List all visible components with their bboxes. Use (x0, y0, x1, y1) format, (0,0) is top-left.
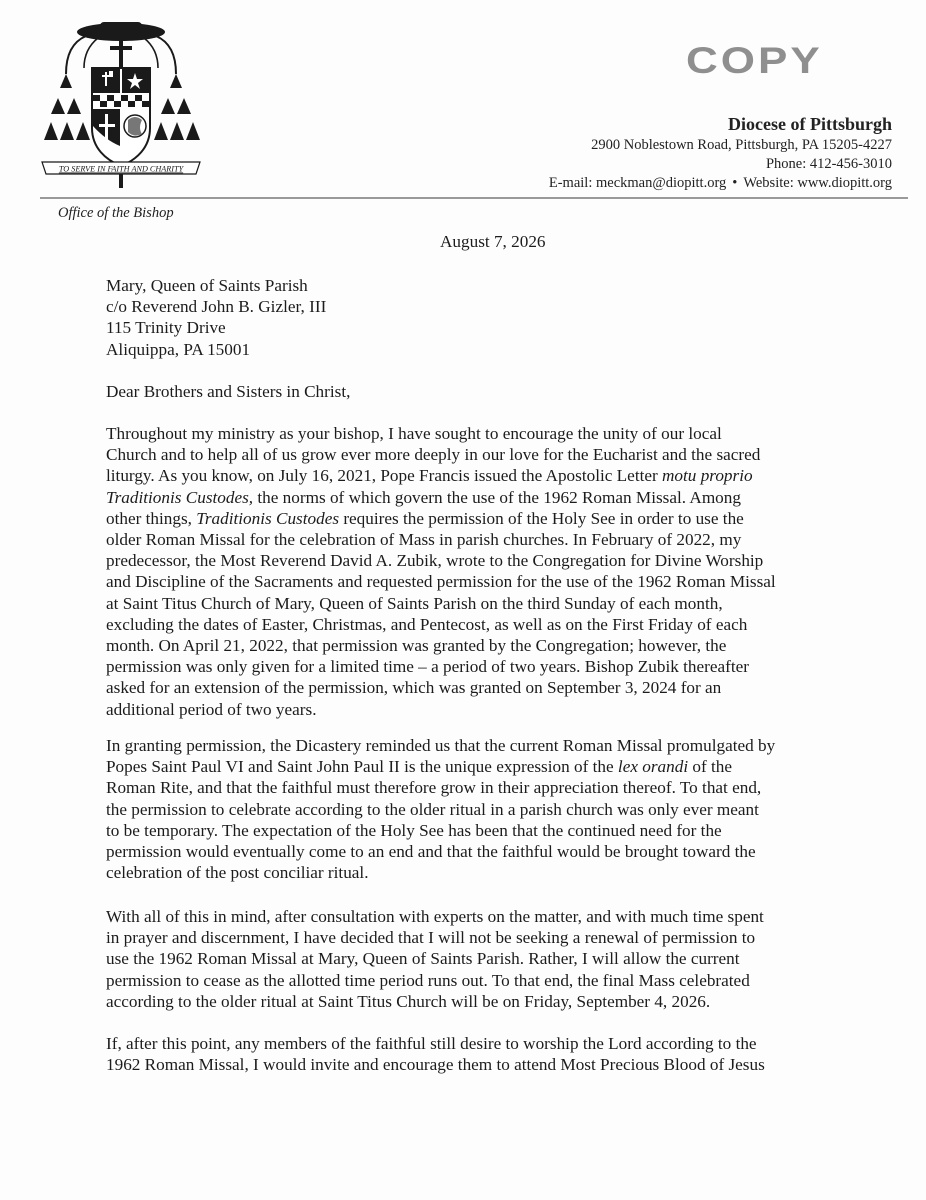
diocese-email: E-mail: meckman@diopitt.org (548, 175, 727, 191)
text-line: permission to cease as the allotted time period runs out. To that end, the final Mass celebrated (106, 970, 750, 990)
paragraph-2 (106, 735, 826, 883)
italic-term: Traditionis Custodes, (106, 487, 254, 507)
text-run: requires the permission of the Holy See in order to use the (339, 508, 744, 528)
text-line: asked for an extension of the permission, which was granted on September 3, 2024 for an (106, 678, 722, 698)
italic-term: lex orandi (617, 757, 689, 777)
text-run: other things, (106, 508, 197, 528)
text-line: predecessor, the Most Reverend David A. Zubik, wrote to the Congregation for Divine Worship (106, 551, 764, 571)
paragraph-4 (106, 1033, 826, 1075)
copy-stamp: COPY (686, 40, 823, 82)
contact-line (549, 174, 892, 193)
text-line: at Saint Titus Church of Mary, Queen of Saints Parish on the third Sunday of each month, (106, 593, 723, 613)
text-run: of the (688, 757, 733, 777)
office-label: Office of the Bishop (58, 205, 174, 221)
diocese-website: Website: www.diopitt.org (743, 175, 892, 191)
text-line: additional period of two years. (106, 699, 317, 719)
text-line (106, 508, 826, 529)
salutation: Dear Brothers and Sisters in Christ, (106, 382, 351, 401)
text-line: Throughout my ministry as your bishop, I have sought to encourage the unity of our local (106, 424, 722, 443)
text-line: Roman Rite, and that the faithful must therefore grow in their appreciation thereof. To that end, (106, 778, 762, 798)
text-line (106, 487, 826, 508)
diocese-name: Diocese of Pittsburgh (728, 114, 892, 134)
recipient-line: Aliquippa, PA 15001 (106, 339, 251, 359)
recipient-address (106, 275, 826, 360)
text-line: older Roman Missal for the celebration of Mass in parish churches. In February of 2022, my (106, 530, 742, 550)
italic-term: Traditionis Custodes (196, 508, 340, 528)
text-line (106, 756, 826, 777)
letterhead (549, 112, 892, 193)
text-line: excluding the dates of Easter, Christmas, and Pentecost, as well as on the First Friday of each (106, 614, 748, 634)
text-line: permission was only given for a limited time – a period of two years. Bishop Zubik thereafter (106, 657, 749, 677)
text-line: month. On April 21, 2022, that permission was granted by the Congregation; however, the (106, 636, 727, 656)
text-run: the norms of which govern the use of the 1962 Roman Missal. Among (253, 487, 741, 507)
text-run: liturgy. As you know, on July 16, 2021, Pope Francis issued the Apostolic Letter (106, 466, 663, 486)
italic-term: motu proprio (662, 466, 753, 486)
recipient-line: Mary, Queen of Saints Parish (106, 276, 308, 295)
text-line: and Discipline of the Sacraments and requested permission for the use of the 1962 Roman Missal (106, 572, 776, 592)
text-line: according to the older ritual at Saint Titus Church will be on Friday, September 4, 2026. (106, 991, 711, 1011)
crest-motto: TO SERVE IN FAITH AND CHARITY (58, 164, 184, 174)
letter-date: August 7, 2026 (440, 232, 546, 251)
diocese-phone: Phone: 412-456-3010 (765, 156, 892, 172)
paragraph-3 (106, 906, 826, 1012)
text-line: With all of this in mind, after consultation with experts on the matter, and with much time spent (106, 907, 764, 926)
text-line: In granting permission, the Dicastery reminded us that the current Roman Missal promulgated by (106, 736, 776, 755)
text-line: to be temporary. The expectation of the Holy See has been that the continued need for the (106, 820, 722, 840)
diocese-address: 2900 Noblestown Road, Pittsburgh, PA 15205-4227 (591, 137, 892, 153)
recipient-line: c/o Reverend John B. Gizler, III (106, 297, 327, 317)
text-line: Church and to help all of us grow ever more deeply in our love for the Eucharist and the sacred (106, 445, 761, 465)
bullet-separator: • (732, 175, 738, 191)
header-divider (40, 197, 908, 199)
text-line: celebration of the post conciliar ritual. (106, 863, 369, 883)
text-line: If, after this point, any members of the faithful still desire to worship the Lord according to the (106, 1034, 757, 1053)
text-run: Popes Saint Paul VI and Saint John Paul II is the unique expression of the (106, 757, 618, 777)
text-line (106, 465, 826, 486)
text-line: permission would eventually come to an end and that the faithful would be brought toward the (106, 842, 756, 862)
paragraph-1 (106, 423, 826, 720)
text-line: the permission to celebrate according to the older ritual in a parish church was only ever meant (106, 799, 759, 819)
text-line: in prayer and discernment, I have decided that I will not be seeking a renewal of permission to (106, 928, 756, 948)
text-line: 1962 Roman Missal, I would invite and encourage them to attend Most Precious Blood of Jesus (106, 1055, 765, 1075)
text-line: use the 1962 Roman Missal at Mary, Queen of Saints Parish. Rather, I will allow the current (106, 949, 740, 969)
episcopal-coat-of-arms (36, 16, 206, 194)
recipient-line: 115 Trinity Drive (106, 318, 226, 338)
